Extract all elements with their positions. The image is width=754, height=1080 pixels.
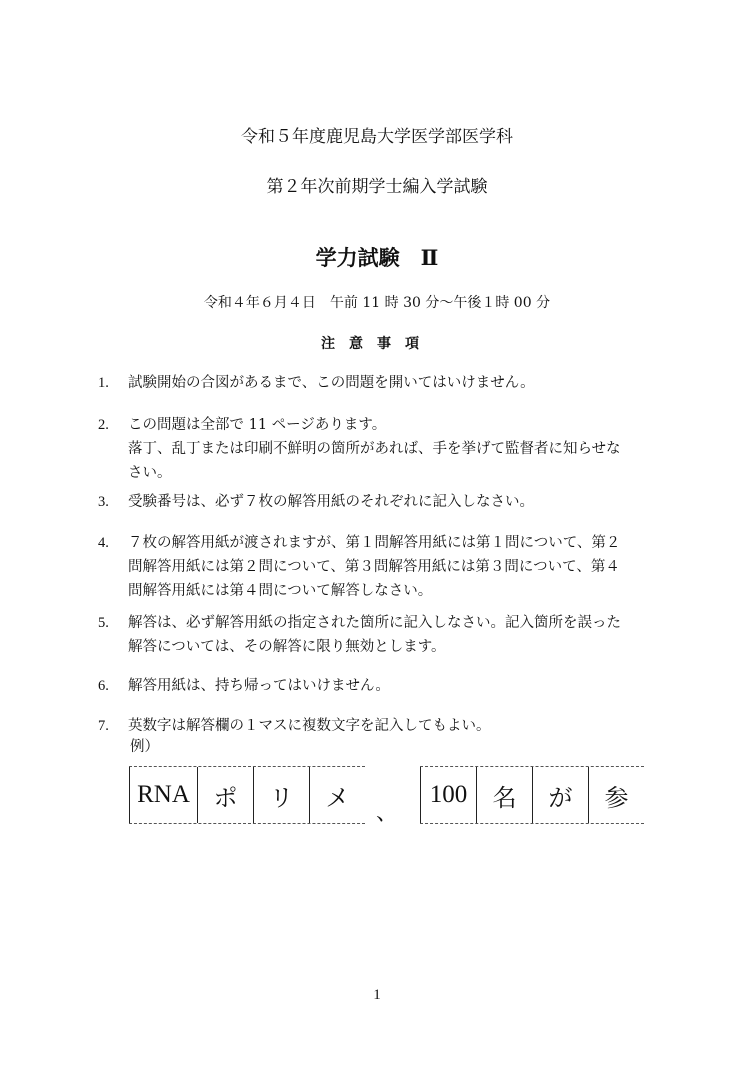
item-text-line: 試験開始の合図があるまで、この問題を開いてはいけません。 <box>128 375 535 391</box>
item-text-line: ７枚の解答用紙が渡されますが、第１問解答用紙には第１問について、第２ <box>128 535 621 551</box>
example-cell: 参 <box>588 767 644 823</box>
example-grid-left <box>129 766 365 824</box>
exam-datetime: 令和４年６月４日 午前 11 時 30 分～午後１時 00 分 <box>203 295 551 311</box>
notice-heading: 注意事項 <box>321 336 433 352</box>
page-number: 1 <box>373 987 381 1003</box>
subject-title: 学力試験 Ⅱ <box>315 245 439 270</box>
item-text-line: 英数字は解答欄の１マスに複数文字を記入してもよい。 <box>128 718 491 734</box>
example-grid-right <box>420 766 644 824</box>
example-separator: 、 <box>376 801 399 826</box>
item-number: 7. <box>98 718 109 734</box>
item-text-line: 解答は、必ず解答用紙の指定された箇所に記入しなさい。記入箇所を誤った <box>128 615 621 631</box>
item-text-line: 落丁、乱丁または印刷不鮮明の箇所があれば、手を挙げて監督者に知らせな <box>128 441 621 457</box>
example-cell: 100 <box>420 767 476 823</box>
example-cell: リ <box>253 767 309 823</box>
item-number: 2. <box>98 417 109 433</box>
example-cell: RNA <box>129 767 197 823</box>
example-cell: ポ <box>197 767 253 823</box>
exam-title: 第２年次前期学士編入学試験 <box>266 177 488 197</box>
item-text-line: 解答用紙は、持ち帰ってはいけません。 <box>128 678 390 694</box>
item-text-line: 受験番号は、必ず７枚の解答用紙のそれぞれに記入しなさい。 <box>128 494 534 510</box>
item-text-line: さい。 <box>128 465 172 481</box>
example-cell: が <box>532 767 588 823</box>
example-label: 例） <box>130 739 159 755</box>
example-cell: 名 <box>476 767 532 823</box>
item-number: 6. <box>98 678 109 694</box>
item-number: 1. <box>98 375 109 391</box>
item-number: 4. <box>98 535 109 551</box>
example-cell: メ <box>309 767 365 823</box>
item-text-line: この問題は全部で 11 ページあります。 <box>128 417 387 433</box>
university-title: 令和５年度鹿児島大学医学部医学科 <box>241 127 513 147</box>
item-text-line: 問解答用紙には第４問について解答しなさい。 <box>128 583 433 599</box>
item-number: 3. <box>98 494 109 510</box>
item-text-line: 解答については、その解答に限り無効とします。 <box>128 639 446 655</box>
item-text-line: 問解答用紙には第２問について、第３問解答用紙には第３問について、第４ <box>128 559 620 575</box>
item-number: 5. <box>98 615 109 631</box>
